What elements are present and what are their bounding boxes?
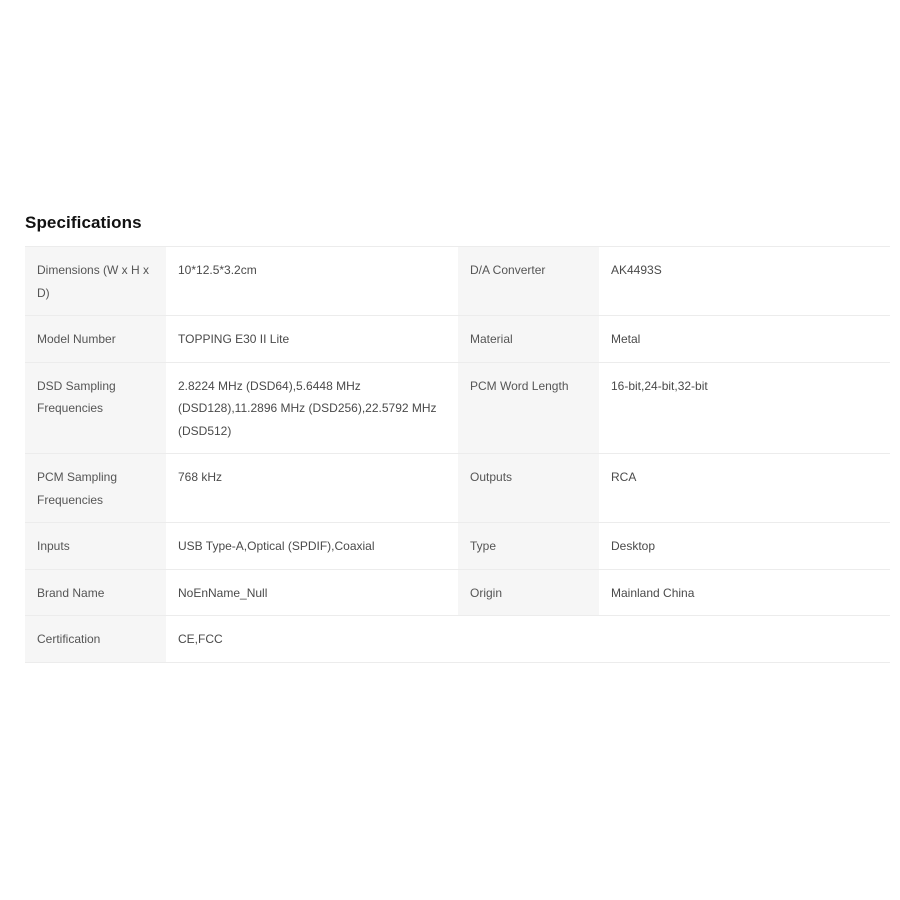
spec-value: Desktop — [599, 523, 890, 569]
spec-value: NoEnName_Null — [166, 570, 458, 616]
empty-cell — [599, 616, 890, 662]
specifications-title: Specifications — [25, 213, 142, 232]
spec-label: Brand Name — [25, 570, 166, 616]
spec-value: RCA — [599, 454, 890, 522]
spec-label: Material — [458, 316, 599, 362]
specifications-section — [25, 208, 890, 663]
spec-row-brand-name — [25, 570, 890, 617]
spec-value: 16-bit,24-bit,32-bit — [599, 363, 890, 454]
spec-value: USB Type-A,Optical (SPDIF),Coaxial — [166, 523, 458, 569]
spec-label: DSD Sampling Frequencies — [25, 363, 166, 454]
spec-value: 2.8224 MHz (DSD64),5.6448 MHz (DSD128),11.2896 MHz (DSD256),22.5792 MHz (DSD512) — [166, 363, 458, 454]
spec-label: Dimensions (W x H x D) — [25, 247, 166, 315]
empty-cell — [458, 616, 599, 662]
specifications-table — [25, 246, 890, 663]
spec-value: 768 kHz — [166, 454, 458, 522]
spec-label: PCM Sampling Frequencies — [25, 454, 166, 522]
spec-row-certification — [25, 616, 890, 663]
spec-row-dimensions — [25, 247, 890, 316]
spec-value: 10*12.5*3.2cm — [166, 247, 458, 315]
spec-value: CE,FCC — [166, 616, 458, 662]
spec-value: Mainland China — [599, 570, 890, 616]
spec-row-dsd-sampling — [25, 363, 890, 455]
spec-row-pcm-sampling — [25, 454, 890, 523]
spec-row-model-number — [25, 316, 890, 363]
spec-label: Outputs — [458, 454, 599, 522]
spec-value: Metal — [599, 316, 890, 362]
spec-value: AK4493S — [599, 247, 890, 315]
spec-row-inputs — [25, 523, 890, 570]
spec-label: Type — [458, 523, 599, 569]
spec-label: Inputs — [25, 523, 166, 569]
spec-label: Model Number — [25, 316, 166, 362]
spec-value: TOPPING E30 II Lite — [166, 316, 458, 362]
spec-label: PCM Word Length — [458, 363, 599, 454]
spec-label: Origin — [458, 570, 599, 616]
spec-label: Certification — [25, 616, 166, 662]
spec-label: D/A Converter — [458, 247, 599, 315]
